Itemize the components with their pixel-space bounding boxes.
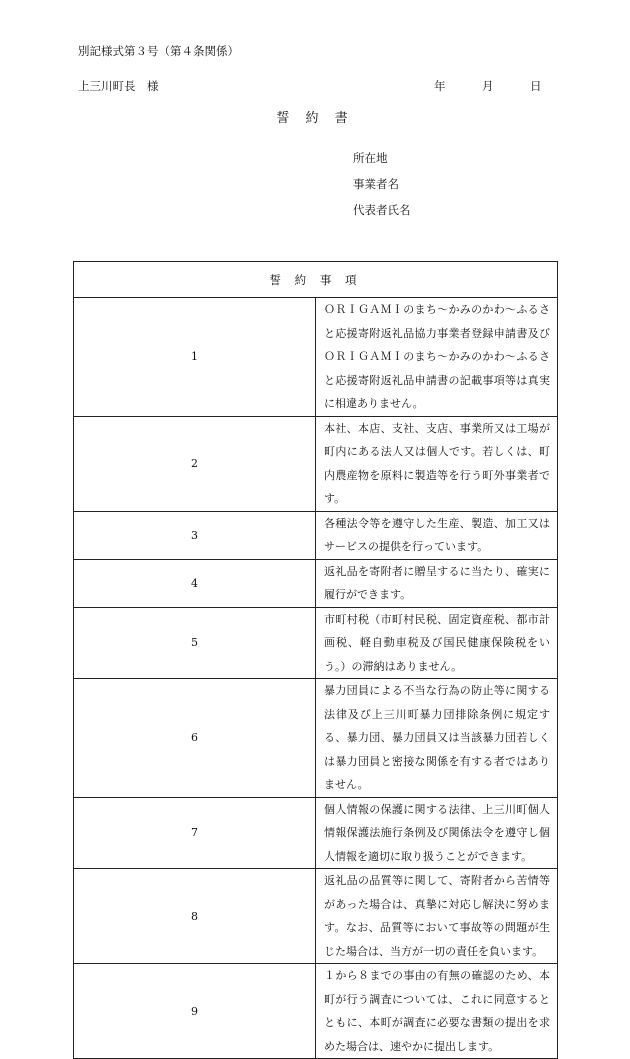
table-row	[74, 416, 558, 511]
table-row	[74, 298, 558, 417]
item-number: 7	[74, 797, 316, 869]
pledge-table-caption: 誓 約 事 項	[74, 262, 558, 298]
table-row	[74, 559, 558, 607]
table-row	[74, 511, 558, 559]
pledge-table	[73, 261, 558, 1059]
item-text: 本社、本店、支社、支店、事業所又は工場が町内にある法人又は個人です。若しくは、町内農産物を原料に製造等を行う町外事業者です。	[316, 416, 558, 511]
date-month-label: 月	[482, 79, 494, 93]
address-label: 所在地	[353, 151, 388, 165]
date-day-label: 日	[530, 79, 542, 93]
item-text: 個人情報の保護に関する法律、上三川町個人情報保護法施行条例及び関係法令を遵守し個人情報を適切に取り扱うことができます。	[316, 797, 558, 869]
item-number: 6	[74, 679, 316, 798]
form-number-label: 別記様式第３号（第４条関係）	[78, 44, 239, 58]
table-row	[74, 679, 558, 798]
item-number: 1	[74, 298, 316, 417]
item-number: 2	[74, 416, 316, 511]
item-number: 4	[74, 559, 316, 607]
item-text: １から８までの事由の有無の確認のため、本町が行う調査については、これに同意するとともに、本町が調査に必要な書類の提出を求めた場合は、速やかに提出します。	[316, 964, 558, 1059]
item-text: 各種法令等を遵守した生産、製造、加工又はサービスの提供を行っています。	[316, 511, 558, 559]
item-text: 市町村税（市町村民税、固定資産税、都市計画税、軽自動車税及び国民健康保険税をいう。）の滞納はありません。	[316, 607, 558, 679]
item-text: 暴力団員による不当な行為の防止等に関する法律及び上三川町暴力団排除条例に規定する、暴力団、暴力団員又は当該暴力団若しくは暴力団員と密接な関係を有する者ではありません。	[316, 679, 558, 798]
business-name-label: 事業者名	[353, 177, 399, 191]
item-text: 返礼品を寄附者に贈呈するに当たり、確実に履行ができます。	[316, 559, 558, 607]
date-year-label: 年	[434, 79, 446, 93]
table-row	[74, 607, 558, 679]
addressee: 上三川町長 様	[78, 79, 159, 93]
table-row	[74, 869, 558, 964]
table-row	[74, 964, 558, 1059]
table-row	[74, 797, 558, 869]
item-number: 9	[74, 964, 316, 1059]
item-number: 5	[74, 607, 316, 679]
item-text: ＯＲＩＧＡＭＩのまち～かみのかわ～ふるさと応援寄附返礼品協力事業者登録申請書及びＯＲＩＧＡＭＩのまち～かみのかわ～ふるさと応援寄附返礼品申請書の記載事項等は真実に相違ありません。	[316, 298, 558, 417]
item-number: 8	[74, 869, 316, 964]
representative-name-label: 代表者氏名	[353, 203, 411, 217]
item-text: 返礼品の品質等に関して、寄附者から苦情等があった場合は、真摯に対応し解決に努めます。なお、品質等において事故等の問題が生じた場合は、当方が一切の責任を負います。	[316, 869, 558, 964]
document-title: 誓 約 書	[276, 111, 354, 126]
item-number: 3	[74, 511, 316, 559]
